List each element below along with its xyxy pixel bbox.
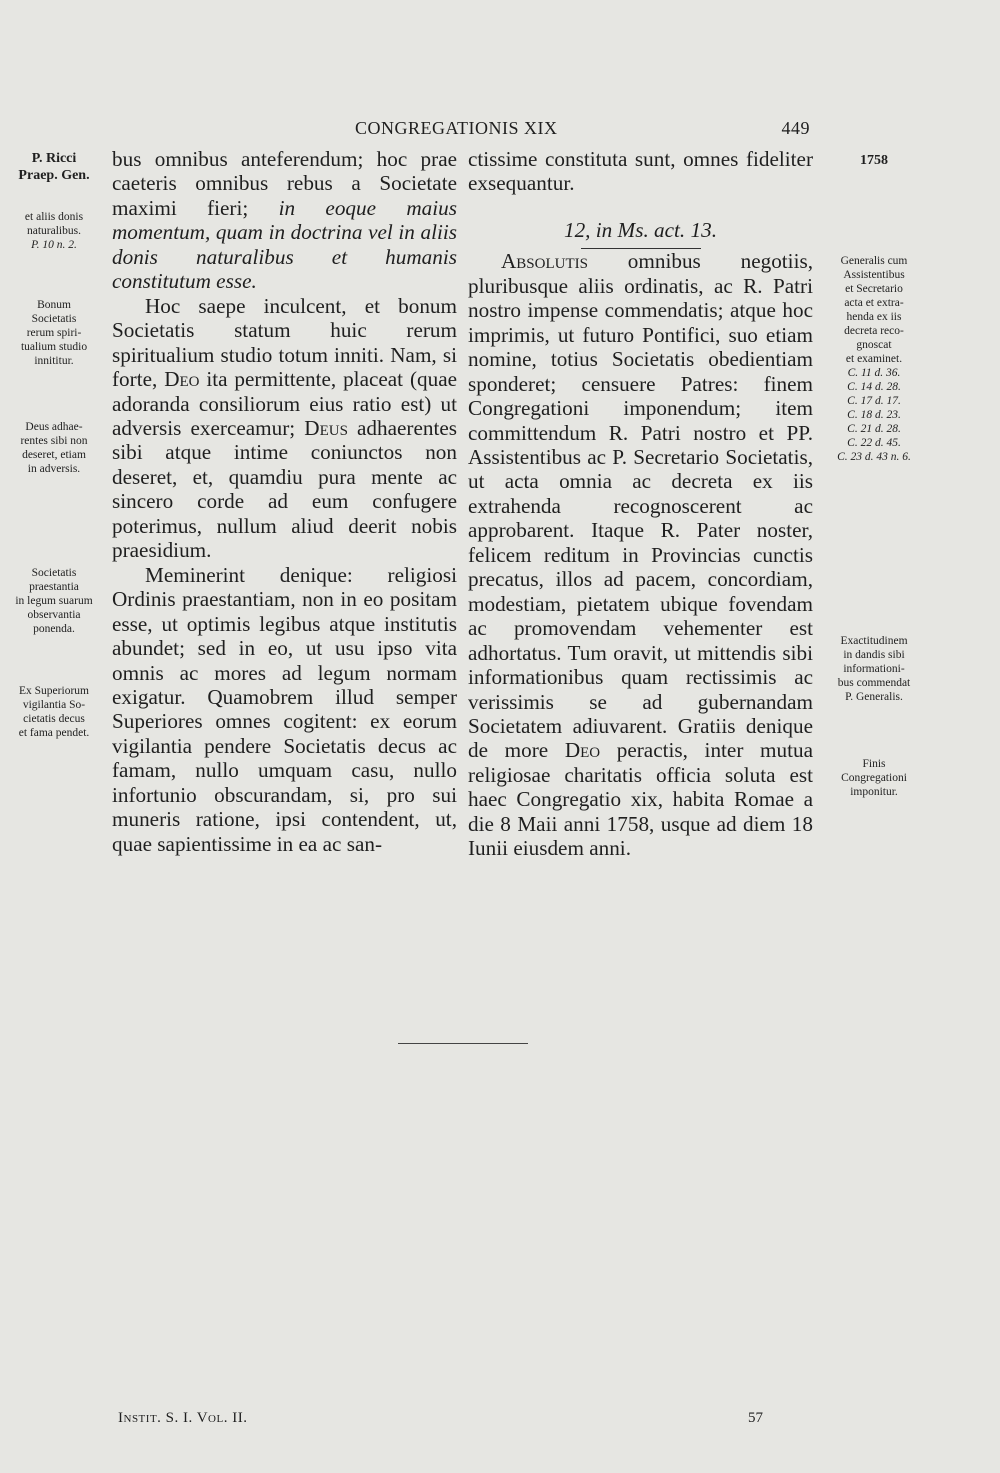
margin-note-generalis: Generalis cum Assistentibus et Secretario acta et extra- henda ex iis decreta reco- gnoscat et examinet. [840, 255, 908, 365]
section-heading: 12, in Ms. act. 13. [563, 217, 717, 242]
page-number: 449 [781, 118, 810, 138]
paragraph-3: Meminerint denique: religiosi Ordinis praestantiam, non in eo positam esse, ut optimis legibus atque institutis abundet; sed in eo, ut usu ipso vita omnis ac mores ad legum normam exigatur. Quamobrem illud semper Superiores omnes cogitent: ex eorum vigilantia pendere Societatis decus ac famam, nullo umquam casu, nullo infortunio obscurandam, si, pro sui muneris ratione, ipsi contendent, ut, quae sapientissime in ea ac san- [112, 562, 457, 856]
margin-year: 1758 [860, 153, 888, 168]
margin-note-exactitudinem: Exactitudinem in dandis sibi informationi- bus commendat P. Generalis. [837, 635, 911, 703]
paragraph-absolutis: Absolutis omnibus negotiis, pluribusque aliis ordinatis, ac R. Patri nostro impense commendatis; atque hoc imprimis, ut futuro Pontifici, suo etiam nomine, totius Societatis obedientiam sponderet; censuere Patres: finem Congregationi imponendum; item committendum R. Patri nostro et PP. Assistentibus ac P. Secretario Societatis, ut acta omnia ac decreta ex iis extrahenda recognoscerent ac approbarent. Itaque R. Pater noster, felicem reditum in Provincias cunctis precatus, illos ad pacem, concordiam, modestiam, pietatem ubique fovendam ac promovendam vehementer est adhortatus. Tum oravit, ut mittendis sibi informationibus quam rectissimis ac verissimis se ad gubernandam Societatem adiuvarent. Gratiis denique de more Deo peractis, inter mutua religiosae charitatis officia soluta est haec Congregatio xix, habita Romae a die 8 Maii anni 1758, usque ad diem 18 Iunii eiusdem anni. [468, 249, 813, 861]
end-rule [398, 1043, 528, 1044]
paragraph-1: bus omnibus anteferendum; hoc prae caeteris omnibus rebus a Societate maximi fieri; in eoque maius momentum, quam in doctrina vel in aliis donis naturalibus et humanis constitutum esse. [112, 147, 457, 294]
right-column [468, 147, 813, 861]
sheet-number: 57 [748, 1410, 763, 1426]
margin-note-praestantia: Societatis praestantia in legum suarum observantia ponenda. [15, 567, 93, 635]
paragraph-continuation: ctissime constituta sunt, omnes fideliter exsequantur. [468, 147, 813, 196]
margin-note-bonum: Bonum Societatis rerum spiri- tualium studio innititur. [20, 299, 88, 367]
margin-note-naturalibus: et aliis donis naturalibus. P. 10 n. 2. [24, 211, 84, 251]
margin-note-finis: Finis Congregationi imponitur. [841, 758, 907, 798]
margin-author: P. Ricci Praep. Gen. [18, 151, 90, 183]
margin-note-deus: Deus adhae- rentes sibi non deseret, etiam in adversis. [20, 421, 88, 475]
left-column [112, 147, 457, 856]
paragraph-2: Hoc saepe inculcent, et bonum Societatis statum huic rerum spiritualium studio totum inniti. Nam, si forte, Deo ita permittente, placeat (quae adoranda consiliorum eius ratio est) ut adversis exerceamur; Deus adhaerentes sibi atque intime coniunctos non deseret, et, quamdiu pura mente ac sincero corde ad eum confugere poterimus, nullum aliud deerit nobis praesidium. [112, 293, 457, 563]
margin-note-superiorum: Ex Superiorum vigilantia So- cietatis decus et fama pendet. [18, 685, 90, 739]
margin-references: C. 11 d. 36. C. 14 d. 28. C. 17 d. 17. C. 18 d. 23. C. 21 d. 28. C. 22 d. 45. C. 23 d. 43 n. 6. [837, 367, 911, 463]
signature-mark: Instit. S. I. Vol. II. [118, 1410, 248, 1426]
running-title: CONGREGATIONIS XIX [355, 118, 558, 138]
running-header [110, 118, 810, 142]
